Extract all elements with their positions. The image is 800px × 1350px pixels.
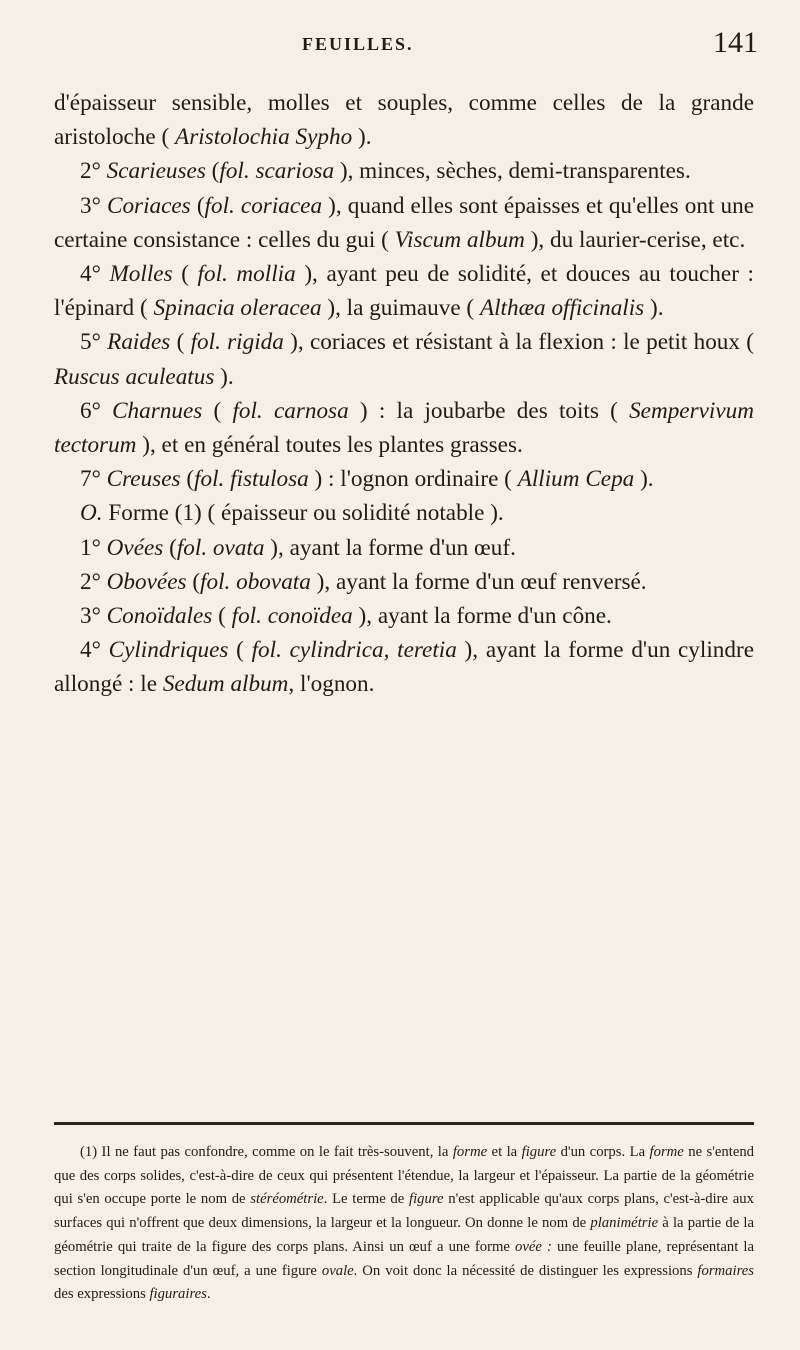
item-coriaces: 3° Coriaces (fol. coriacea ), quand elles sont épaisses et qu'elles ont une certaine consistance : celles du gui ( Viscum album ), du laurier-cerise, etc. [54, 192, 755, 253]
item-conoidales: 3° Conoïdales ( fol. conoïdea ), ayant la forme d'un cône. [80, 603, 612, 630]
item-raides: 5° Raides ( fol. rigida ), coriaces et résistant à la flexion : le petit houx ( Ruscus aculeatus ). [54, 329, 755, 390]
footnote [54, 1141, 754, 1307]
latin-name: fol. coriacea [204, 192, 323, 219]
latin-name: Sempervivum tectorum [54, 397, 754, 459]
latin-name: Spinacia oleracea [153, 295, 322, 322]
term: Conoïdales [106, 603, 213, 630]
term: Cylindriques [108, 637, 229, 664]
term: Raides [107, 329, 171, 356]
page-number: 141 [713, 26, 758, 59]
item-cylindriques: 4° Cylindriques ( fol. cylindrica, teretia ), ayant la forme d'un cylindre allongé : le Sedum album, l'ognon. [54, 637, 754, 698]
item-charnues: 6° Charnues ( fol. carnosa ) : la joubarbe des toits ( Sempervivum tectorum ), et en général toutes les plantes grasses. [54, 397, 754, 459]
term: Scarieuses [106, 158, 206, 185]
latin-name: fol. ovata [176, 534, 265, 561]
latin-name: fol. cylindrica, teretia [251, 637, 457, 664]
latin-name: Viscum album [394, 226, 525, 253]
term: Creuses [106, 466, 181, 493]
latin-name: Sedum album, [162, 671, 295, 698]
latin-name: fol. mollia [197, 261, 296, 288]
paragraph-continuation: d'épaisseur sensible, molles et souples, comme celles de la grande aristoloche ( Aristolochia Sypho ). [54, 90, 754, 151]
page-header [0, 26, 800, 66]
footnote-divider [54, 1122, 754, 1125]
item-creuses: 7° Creuses (fol. fistulosa ) : l'ognon ordinaire ( Allium Cepa ). [80, 466, 654, 493]
main-text [54, 86, 754, 702]
latin-name: fol. rigida [190, 329, 284, 356]
footnote-text: (1) Il ne faut pas confondre, comme on le fait très-souvent, la forme et la figure d'un corps. La forme ne s'entend que des corps solides, c'est-à-dire de ceux qui présentent l'étendue, la largeur et l'épaisseur. La partie de la géométrie qui s'en occupe porte le nom de stéréométrie. Le terme de figure n'est applicable qu'aux corps plans, c'est-à-dire aux surfaces qui n'offrent que deux dimensions, la largeur et la longueur. On donne le nom de planimétrie à la partie de la géométrie qui traite de la figure des corps plans. Ainsi un œuf a une forme ovée : une feuille plane, représentant la section longitudinale d'un œuf, a une figure ovale. On voit donc la nécessité de distinguer les expressions formaires des expressions figuraires. [54, 1144, 755, 1303]
item-ovees: 1° Ovées (fol. ovata ), ayant la forme d'un œuf. [80, 534, 516, 561]
term: Ovées [106, 534, 164, 561]
section-letter: O. [80, 500, 103, 527]
term: Coriaces [106, 192, 191, 219]
latin-name: fol. conoïdea [231, 603, 353, 630]
item-scarieuses: 2° Scarieuses (fol. scariosa ), minces, sèches, demi-transparentes. [80, 158, 691, 185]
item-obovees: 2° Obovées (fol. obovata ), ayant la forme d'un œuf renversé. [80, 568, 647, 595]
term: Charnues [112, 397, 203, 424]
latin-name: Allium Cepa [517, 466, 635, 493]
latin-name: fol. carnosa [232, 397, 349, 424]
latin-name: fol. scariosa [219, 158, 335, 185]
item-molles: 4° Molles ( fol. mollia ), ayant peu de solidité, et douces au toucher : l'épinard ( Spinacia oleracea ), la guimauve ( Althæa officinalis ). [54, 261, 754, 322]
latin-name: Althæa officinalis [479, 295, 645, 322]
section-heading-forme: O. Forme (1) ( épaisseur ou solidité notable ). [80, 500, 504, 527]
latin-name: Ruscus aculeatus [54, 363, 215, 390]
term: Molles [109, 261, 173, 288]
latin-name: fol. fistulosa [194, 466, 309, 493]
latin-name: fol. obovata [200, 568, 311, 595]
term: Obovées [106, 568, 187, 595]
latin-name: Aristolochia Sypho [175, 124, 353, 151]
running-head: FEUILLES. [302, 34, 414, 54]
